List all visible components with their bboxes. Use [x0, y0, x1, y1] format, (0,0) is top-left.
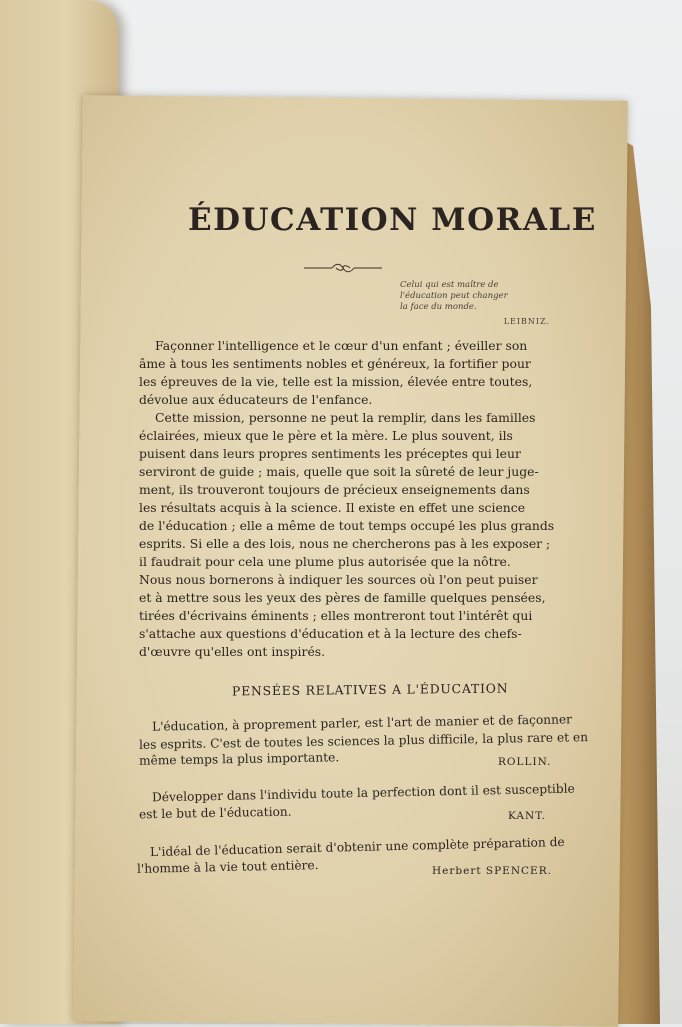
epigraph-author: LEIBNIZ. [503, 317, 550, 326]
quote-line: L'éducation, à proprement parler, est l'art de manier et de façonner [151, 712, 573, 734]
epigraph [400, 280, 550, 327]
body-line: Cette mission, personne ne peut la remplir, dans les familles [155, 410, 536, 425]
body-line: d'œuvre qu'elles ont inspirés. [139, 644, 326, 659]
epigraph-line: Celui qui est maître de [400, 280, 499, 290]
body-line: âme à tous les sentiments nobles et généreux, la fortifier pour [139, 356, 531, 371]
body-line: et à mettre sous les yeux des pères de famille quelques pensées, [139, 590, 546, 605]
quote-author: KANT. [508, 810, 546, 822]
body-line: Façonner l'intelligence et le cœur d'un enfant ; éveiller son [155, 338, 528, 353]
quote-line: Développer dans l'individu toute la perfection dont il est susceptible [151, 781, 575, 805]
epigraph-line: l'éducation peut changer [400, 291, 508, 301]
body-line: serviront de guide ; mais, quelle que soit la sûreté de leur juge- [139, 464, 539, 479]
body-line: tirées d'écrivains éminents ; elles montreront tout l'intérêt qui [139, 608, 533, 623]
body-line: les épreuves de la vie, telle est la mission, élevée entre toutes, [139, 374, 533, 389]
body-line: esprits. Si elle a des lois, nous ne chercherons pas à les exposer ; [139, 536, 551, 551]
quote-line: même temps la plus importante. [138, 750, 340, 768]
body-line: puisent dans leurs propres sentiments les préceptes qui leur [139, 446, 521, 461]
body-line: les résultats acquis à la science. Il existe en effet une science [139, 500, 526, 515]
body-line: s'attache aux questions d'éducation et à la lecture des chefs- [139, 626, 522, 641]
body-line: ment, ils trouveront toujours de précieux enseignements dans [139, 482, 530, 497]
quote-author: Herbert SPENCER. [432, 865, 552, 877]
quote-line: est le but de l'éducation. [138, 804, 292, 822]
body-line: de l'éducation ; elle a même de tout temps occupé les plus grands [139, 518, 555, 533]
quote-line: les esprits. C'est de toutes les sciences la plus difficile, la plus rare et en [138, 730, 589, 752]
section-title: PENSÉES RELATIVES A L'ÉDUCATION [231, 680, 509, 699]
body-line: éclairées, mieux que le père et la mère. Le plus souvent, ils [139, 428, 513, 443]
body-line: dévolue aux éducateurs de l'enfance. [139, 392, 373, 407]
page-title: ÉDUCATION MORALE [188, 202, 597, 238]
quote-line: L'idéal de l'éducation serait d'obtenir une complète préparation de [149, 834, 565, 860]
epigraph-line: la face du monde. [400, 302, 477, 312]
ornament-divider [302, 262, 384, 274]
body-line: Nous nous bornerons à indiquer les sources où l'on peut puiser [139, 572, 538, 587]
body-line: il faudrait pour cela une plume plus autorisée que la nôtre. [139, 554, 511, 569]
quote-author: ROLLIN. [498, 756, 552, 768]
quote-line: l'homme à la vie tout entière. [136, 858, 319, 876]
